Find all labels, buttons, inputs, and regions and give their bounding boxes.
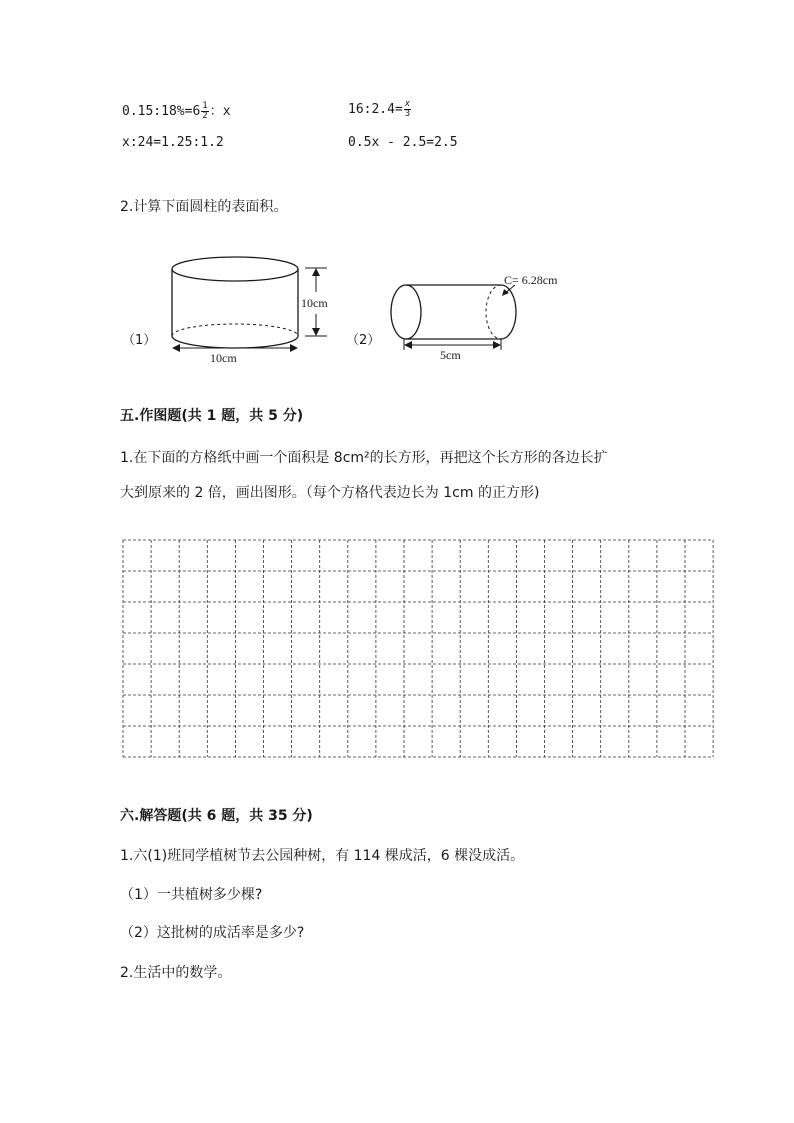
equation-4: 0.5x - 2.5=2.5 <box>348 135 458 150</box>
equation-1-fraction: $\frac{1}{2}$ <box>202 101 208 121</box>
section-6-question-1: 1.六(1)班同学植树节去公园种树，有 114 棵成活，6 棵没成活。 <box>120 848 525 864</box>
equation-2-fraction: $\frac{x}{3}$ <box>404 99 411 119</box>
length-label: 5cm <box>440 348 461 362</box>
section-6-question-1-sub-1: （1）一共植树多少棵? <box>120 887 263 903</box>
equation-1-right: ：x <box>209 104 231 119</box>
equation-2 <box>348 100 412 119</box>
diameter-label: 10cm <box>210 351 237 365</box>
question-2-title: 2.计算下面圆柱的表面积。 <box>120 199 288 215</box>
figure-2-label: （2） <box>346 333 381 348</box>
section-5-question-1-line-1: 1.在下面的方格纸中画一个面积是 8cm²的长方形，再把这个长方形的各边长扩 <box>120 450 608 466</box>
square-grid[interactable] <box>122 539 718 761</box>
cylinder-figure-1 <box>160 250 340 370</box>
section-6-question-2: 2.生活中的数学。 <box>120 965 232 981</box>
equation-2-left: 16:2.4= <box>348 102 403 117</box>
circumference-label: C= 6.28cm <box>504 273 558 287</box>
equation-1 <box>122 100 231 121</box>
equation-1-left: 0.15:18%=6 <box>122 104 201 119</box>
section-6-question-1-sub-2: （2）这批树的成活率是多少? <box>120 925 305 941</box>
cylinder-figure-2 <box>380 262 580 367</box>
section-5-question-1-line-2: 大到原来的 2 倍，画出图形。（每个方格代表边长为 1cm 的正方形) <box>120 485 540 501</box>
height-label: 10cm <box>301 296 328 310</box>
equation-3: x:24=1.25:1.2 <box>122 135 224 150</box>
section-5-heading: 五.作图题(共 1 题，共 5 分) <box>120 408 304 424</box>
section-6-heading: 六.解答题(共 6 题，共 35 分) <box>120 808 313 824</box>
figure-1-label: （1） <box>122 333 157 348</box>
